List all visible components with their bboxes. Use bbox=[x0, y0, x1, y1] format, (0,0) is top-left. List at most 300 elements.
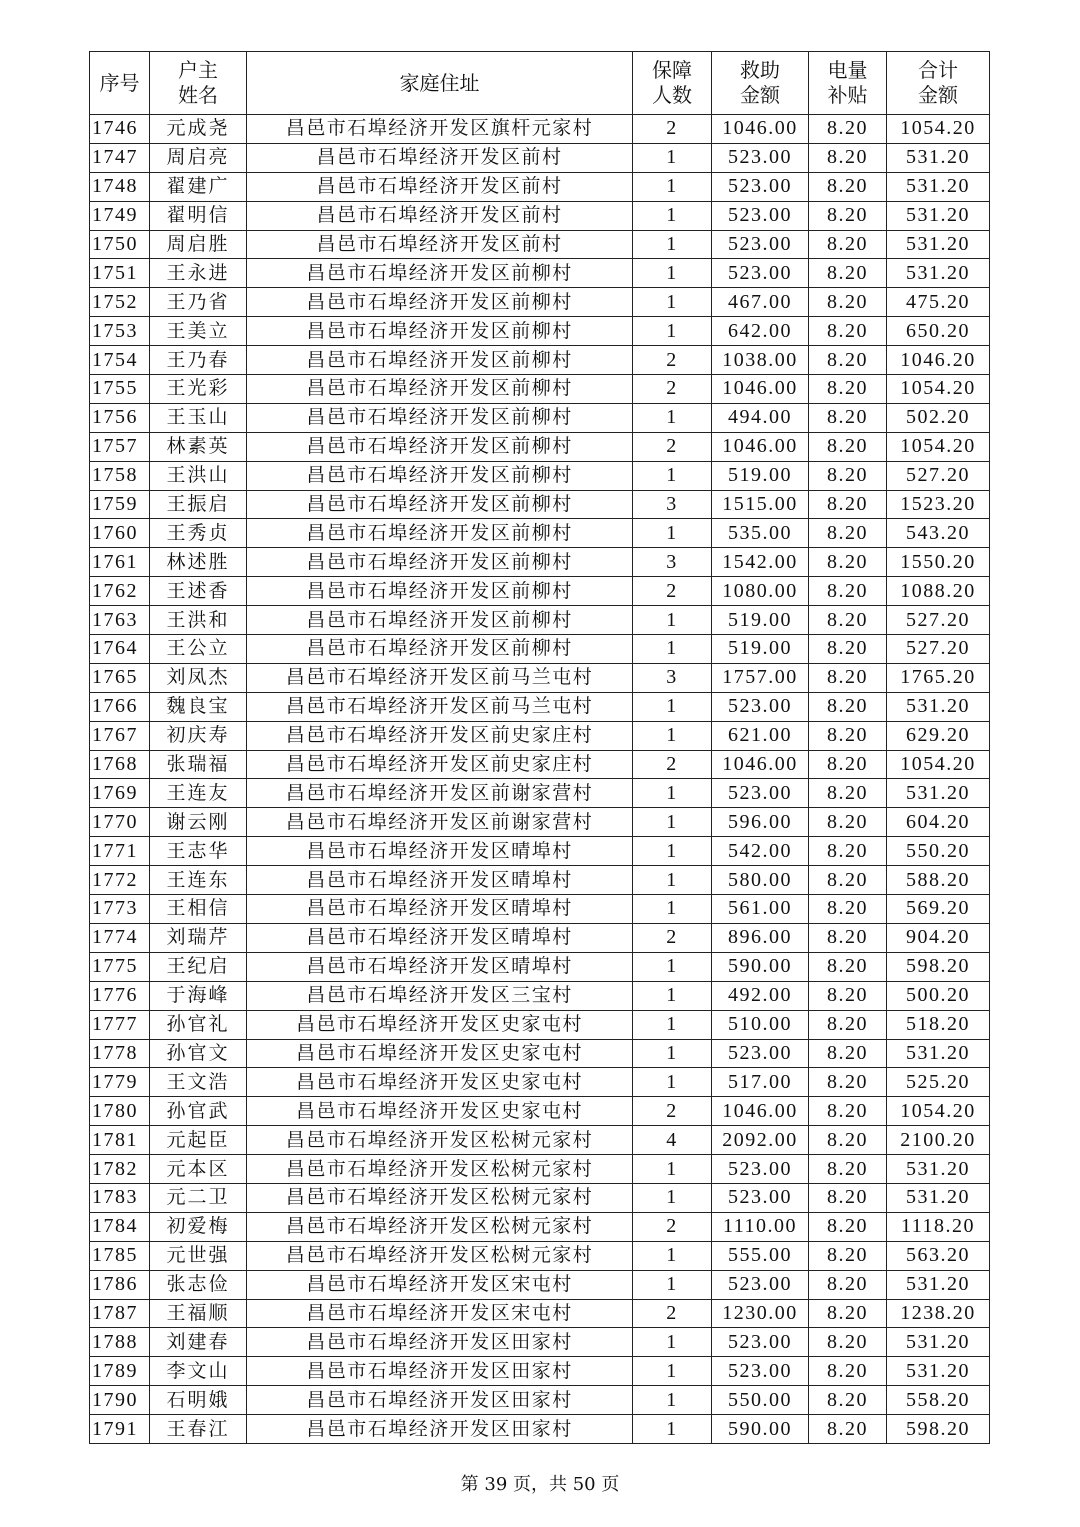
cell-address: 昌邑市石埠经济开发区晴埠村 bbox=[247, 923, 633, 952]
table-row bbox=[90, 606, 990, 635]
cell-name: 张瑞福 bbox=[150, 750, 247, 779]
cell-total: 650.20 bbox=[887, 317, 990, 346]
table-row bbox=[90, 1270, 990, 1299]
table-row bbox=[90, 1212, 990, 1241]
cell-power: 8.20 bbox=[809, 1357, 887, 1386]
cell-address: 昌邑市石埠经济开发区晴埠村 bbox=[247, 895, 633, 924]
cell-seq: 1758 bbox=[90, 461, 150, 490]
cell-address: 昌邑市石埠经济开发区前柳村 bbox=[247, 317, 633, 346]
cell-power: 8.20 bbox=[809, 1270, 887, 1299]
cell-total: 502.20 bbox=[887, 403, 990, 432]
cell-power: 8.20 bbox=[809, 519, 887, 548]
cell-name: 石明娥 bbox=[150, 1386, 247, 1415]
cell-aid: 492.00 bbox=[712, 981, 809, 1010]
table-row bbox=[90, 837, 990, 866]
table-row bbox=[90, 172, 990, 201]
cell-address: 昌邑市石埠经济开发区前柳村 bbox=[247, 577, 633, 606]
cell-aid: 510.00 bbox=[712, 1010, 809, 1039]
cell-address: 昌邑市石埠经济开发区前谢家营村 bbox=[247, 779, 633, 808]
cell-aid: 523.00 bbox=[712, 201, 809, 230]
cell-aid: 596.00 bbox=[712, 808, 809, 837]
cell-total: 531.20 bbox=[887, 1039, 990, 1068]
cell-address: 昌邑市石埠经济开发区三宝村 bbox=[247, 981, 633, 1010]
cell-seq: 1749 bbox=[90, 201, 150, 230]
cell-aid: 523.00 bbox=[712, 1039, 809, 1068]
cell-people: 2 bbox=[633, 923, 712, 952]
table-row bbox=[90, 548, 990, 577]
cell-aid: 621.00 bbox=[712, 721, 809, 750]
cell-people: 1 bbox=[633, 288, 712, 317]
cell-seq: 1788 bbox=[90, 1328, 150, 1357]
table-row bbox=[90, 895, 990, 924]
cell-address: 昌邑市石埠经济开发区史家屯村 bbox=[247, 1068, 633, 1097]
table-row bbox=[90, 288, 990, 317]
cell-seq: 1755 bbox=[90, 375, 150, 404]
table-row bbox=[90, 923, 990, 952]
cell-seq: 1764 bbox=[90, 635, 150, 664]
cell-total: 904.20 bbox=[887, 923, 990, 952]
cell-people: 1 bbox=[633, 461, 712, 490]
cell-address: 昌邑市石埠经济开发区松树元家村 bbox=[247, 1212, 633, 1241]
cell-aid: 1080.00 bbox=[712, 577, 809, 606]
cell-people: 1 bbox=[633, 1039, 712, 1068]
cell-power: 8.20 bbox=[809, 837, 887, 866]
cell-name: 孙官文 bbox=[150, 1039, 247, 1068]
header-seq bbox=[90, 52, 150, 115]
cell-total: 531.20 bbox=[887, 201, 990, 230]
cell-seq: 1775 bbox=[90, 952, 150, 981]
cell-total: 1088.20 bbox=[887, 577, 990, 606]
cell-seq: 1774 bbox=[90, 923, 150, 952]
cell-people: 1 bbox=[633, 981, 712, 1010]
cell-total: 1054.20 bbox=[887, 375, 990, 404]
header-total-line2: 金额 bbox=[918, 83, 958, 107]
header-address-label: 家庭住址 bbox=[399, 70, 480, 95]
cell-seq: 1777 bbox=[90, 1010, 150, 1039]
cell-name: 元起臣 bbox=[150, 1126, 247, 1155]
cell-total: 500.20 bbox=[887, 981, 990, 1010]
cell-power: 8.20 bbox=[809, 808, 887, 837]
cell-total: 525.20 bbox=[887, 1068, 990, 1097]
cell-power: 8.20 bbox=[809, 461, 887, 490]
cell-seq: 1784 bbox=[90, 1212, 150, 1241]
cell-address: 昌邑市石埠经济开发区前柳村 bbox=[247, 375, 633, 404]
header-total-line1: 合计 bbox=[918, 58, 958, 82]
cell-power: 8.20 bbox=[809, 1155, 887, 1184]
table-row bbox=[90, 952, 990, 981]
cell-power: 8.20 bbox=[809, 1039, 887, 1068]
table-row bbox=[90, 692, 990, 721]
header-aid-line1: 救助 bbox=[740, 58, 780, 82]
cell-aid: 1038.00 bbox=[712, 346, 809, 375]
cell-people: 3 bbox=[633, 490, 712, 519]
table-row bbox=[90, 663, 990, 692]
cell-address: 昌邑市石埠经济开发区史家屯村 bbox=[247, 1039, 633, 1068]
cell-people: 2 bbox=[633, 577, 712, 606]
cell-seq: 1769 bbox=[90, 779, 150, 808]
cell-address: 昌邑市石埠经济开发区前柳村 bbox=[247, 432, 633, 461]
cell-power: 8.20 bbox=[809, 288, 887, 317]
cell-people: 3 bbox=[633, 663, 712, 692]
table-row bbox=[90, 635, 990, 664]
cell-power: 8.20 bbox=[809, 490, 887, 519]
table-row bbox=[90, 1328, 990, 1357]
cell-people: 1 bbox=[633, 635, 712, 664]
cell-seq: 1751 bbox=[90, 259, 150, 288]
table-row bbox=[90, 779, 990, 808]
cell-name: 刘瑞芹 bbox=[150, 923, 247, 952]
cell-name: 王洪和 bbox=[150, 606, 247, 635]
cell-aid: 896.00 bbox=[712, 923, 809, 952]
cell-people: 2 bbox=[633, 1299, 712, 1328]
cell-total: 1765.20 bbox=[887, 663, 990, 692]
cell-total: 518.20 bbox=[887, 1010, 990, 1039]
header-name bbox=[150, 52, 247, 115]
cell-name: 周启胜 bbox=[150, 230, 247, 259]
cell-aid: 523.00 bbox=[712, 230, 809, 259]
header-name-line1: 户主 bbox=[178, 58, 218, 82]
cell-power: 8.20 bbox=[809, 866, 887, 895]
header-people-line1: 保障 bbox=[652, 58, 692, 82]
cell-people: 3 bbox=[633, 548, 712, 577]
cell-power: 8.20 bbox=[809, 1328, 887, 1357]
cell-address: 昌邑市石埠经济开发区前史家庄村 bbox=[247, 750, 633, 779]
table-row bbox=[90, 1155, 990, 1184]
cell-seq: 1772 bbox=[90, 866, 150, 895]
cell-total: 1523.20 bbox=[887, 490, 990, 519]
cell-people: 1 bbox=[633, 403, 712, 432]
cell-power: 8.20 bbox=[809, 606, 887, 635]
cell-seq: 1770 bbox=[90, 808, 150, 837]
cell-name: 王相信 bbox=[150, 895, 247, 924]
table-row bbox=[90, 461, 990, 490]
cell-total: 543.20 bbox=[887, 519, 990, 548]
cell-people: 1 bbox=[633, 1415, 712, 1444]
cell-people: 1 bbox=[633, 172, 712, 201]
cell-people: 1 bbox=[633, 1357, 712, 1386]
cell-name: 翟明信 bbox=[150, 201, 247, 230]
table-row bbox=[90, 1068, 990, 1097]
cell-aid: 519.00 bbox=[712, 635, 809, 664]
cell-name: 王述香 bbox=[150, 577, 247, 606]
cell-people: 2 bbox=[633, 1212, 712, 1241]
cell-address: 昌邑市石埠经济开发区前柳村 bbox=[247, 548, 633, 577]
cell-power: 8.20 bbox=[809, 692, 887, 721]
cell-aid: 535.00 bbox=[712, 519, 809, 548]
cell-address: 昌邑市石埠经济开发区前柳村 bbox=[247, 346, 633, 375]
cell-total: 531.20 bbox=[887, 779, 990, 808]
table-row bbox=[90, 981, 990, 1010]
table-row bbox=[90, 1415, 990, 1444]
cell-power: 8.20 bbox=[809, 1212, 887, 1241]
cell-seq: 1754 bbox=[90, 346, 150, 375]
cell-aid: 1110.00 bbox=[712, 1212, 809, 1241]
cell-aid: 523.00 bbox=[712, 259, 809, 288]
cell-seq: 1748 bbox=[90, 172, 150, 201]
cell-name: 王春江 bbox=[150, 1415, 247, 1444]
cell-people: 2 bbox=[633, 346, 712, 375]
cell-seq: 1785 bbox=[90, 1241, 150, 1270]
cell-power: 8.20 bbox=[809, 923, 887, 952]
cell-name: 于海峰 bbox=[150, 981, 247, 1010]
table-row bbox=[90, 1357, 990, 1386]
cell-total: 531.20 bbox=[887, 1328, 990, 1357]
cell-aid: 1046.00 bbox=[712, 375, 809, 404]
cell-people: 1 bbox=[633, 1270, 712, 1299]
table-body bbox=[90, 115, 990, 1444]
cell-address: 昌邑市石埠经济开发区松树元家村 bbox=[247, 1126, 633, 1155]
cell-seq: 1766 bbox=[90, 692, 150, 721]
cell-seq: 1776 bbox=[90, 981, 150, 1010]
cell-seq: 1756 bbox=[90, 403, 150, 432]
cell-address: 昌邑市石埠经济开发区晴埠村 bbox=[247, 837, 633, 866]
cell-power: 8.20 bbox=[809, 952, 887, 981]
cell-address: 昌邑市石埠经济开发区松树元家村 bbox=[247, 1155, 633, 1184]
cell-power: 8.20 bbox=[809, 663, 887, 692]
cell-aid: 523.00 bbox=[712, 143, 809, 172]
cell-people: 1 bbox=[633, 808, 712, 837]
cell-address: 昌邑市石埠经济开发区前柳村 bbox=[247, 635, 633, 664]
cell-address: 昌邑市石埠经济开发区田家村 bbox=[247, 1415, 633, 1444]
cell-people: 1 bbox=[633, 1068, 712, 1097]
cell-seq: 1771 bbox=[90, 837, 150, 866]
cell-power: 8.20 bbox=[809, 403, 887, 432]
cell-power: 8.20 bbox=[809, 721, 887, 750]
cell-aid: 523.00 bbox=[712, 1155, 809, 1184]
cell-power: 8.20 bbox=[809, 895, 887, 924]
header-name-line2: 姓名 bbox=[178, 83, 218, 107]
cell-power: 8.20 bbox=[809, 143, 887, 172]
cell-people: 2 bbox=[633, 1097, 712, 1126]
cell-address: 昌邑市石埠经济开发区前村 bbox=[247, 201, 633, 230]
table-row bbox=[90, 1386, 990, 1415]
cell-aid: 523.00 bbox=[712, 172, 809, 201]
cell-total: 527.20 bbox=[887, 635, 990, 664]
cell-address: 昌邑市石埠经济开发区前柳村 bbox=[247, 288, 633, 317]
cell-seq: 1747 bbox=[90, 143, 150, 172]
cell-seq: 1746 bbox=[90, 115, 150, 144]
cell-name: 王洪山 bbox=[150, 461, 247, 490]
cell-aid: 523.00 bbox=[712, 779, 809, 808]
cell-address: 昌邑市石埠经济开发区史家屯村 bbox=[247, 1010, 633, 1039]
cell-address: 昌邑市石埠经济开发区宋屯村 bbox=[247, 1299, 633, 1328]
cell-name: 魏良宝 bbox=[150, 692, 247, 721]
table-row bbox=[90, 519, 990, 548]
cell-aid: 1046.00 bbox=[712, 750, 809, 779]
cell-total: 2100.20 bbox=[887, 1126, 990, 1155]
cell-seq: 1779 bbox=[90, 1068, 150, 1097]
cell-people: 1 bbox=[633, 317, 712, 346]
cell-total: 531.20 bbox=[887, 1183, 990, 1212]
cell-address: 昌邑市石埠经济开发区前村 bbox=[247, 172, 633, 201]
cell-name: 王振启 bbox=[150, 490, 247, 519]
cell-name: 元世强 bbox=[150, 1241, 247, 1270]
cell-aid: 2092.00 bbox=[712, 1126, 809, 1155]
table-row bbox=[90, 375, 990, 404]
cell-name: 刘建春 bbox=[150, 1328, 247, 1357]
cell-name: 王玉山 bbox=[150, 403, 247, 432]
cell-name: 孙官武 bbox=[150, 1097, 247, 1126]
cell-name: 翟建广 bbox=[150, 172, 247, 201]
cell-seq: 1767 bbox=[90, 721, 150, 750]
table-row bbox=[90, 346, 990, 375]
cell-seq: 1762 bbox=[90, 577, 150, 606]
cell-name: 元二卫 bbox=[150, 1183, 247, 1212]
cell-name: 王美立 bbox=[150, 317, 247, 346]
cell-seq: 1750 bbox=[90, 230, 150, 259]
table-row bbox=[90, 259, 990, 288]
cell-seq: 1783 bbox=[90, 1183, 150, 1212]
cell-aid: 1046.00 bbox=[712, 115, 809, 144]
cell-address: 昌邑市石埠经济开发区前柳村 bbox=[247, 259, 633, 288]
cell-aid: 523.00 bbox=[712, 1328, 809, 1357]
cell-name: 王永进 bbox=[150, 259, 247, 288]
cell-people: 1 bbox=[633, 519, 712, 548]
cell-aid: 523.00 bbox=[712, 692, 809, 721]
cell-aid: 523.00 bbox=[712, 1357, 809, 1386]
cell-people: 2 bbox=[633, 432, 712, 461]
header-people-line2: 人数 bbox=[652, 83, 692, 107]
table-row bbox=[90, 403, 990, 432]
cell-people: 2 bbox=[633, 375, 712, 404]
cell-seq: 1786 bbox=[90, 1270, 150, 1299]
cell-name: 王纪启 bbox=[150, 952, 247, 981]
cell-total: 475.20 bbox=[887, 288, 990, 317]
cell-total: 531.20 bbox=[887, 259, 990, 288]
cell-seq: 1759 bbox=[90, 490, 150, 519]
cell-total: 550.20 bbox=[887, 837, 990, 866]
cell-seq: 1789 bbox=[90, 1357, 150, 1386]
cell-people: 2 bbox=[633, 750, 712, 779]
cell-name: 王志华 bbox=[150, 837, 247, 866]
cell-power: 8.20 bbox=[809, 375, 887, 404]
cell-aid: 1230.00 bbox=[712, 1299, 809, 1328]
cell-total: 598.20 bbox=[887, 1415, 990, 1444]
cell-name: 初庆寿 bbox=[150, 721, 247, 750]
cell-total: 1054.20 bbox=[887, 115, 990, 144]
cell-total: 563.20 bbox=[887, 1241, 990, 1270]
cell-seq: 1752 bbox=[90, 288, 150, 317]
relief-table bbox=[89, 51, 990, 1444]
cell-total: 629.20 bbox=[887, 721, 990, 750]
cell-seq: 1780 bbox=[90, 1097, 150, 1126]
cell-address: 昌邑市石埠经济开发区前柳村 bbox=[247, 606, 633, 635]
header-power-line1: 电量 bbox=[827, 58, 868, 82]
cell-name: 王乃省 bbox=[150, 288, 247, 317]
cell-aid: 519.00 bbox=[712, 461, 809, 490]
cell-total: 531.20 bbox=[887, 230, 990, 259]
cell-name: 王公立 bbox=[150, 635, 247, 664]
cell-power: 8.20 bbox=[809, 1183, 887, 1212]
cell-name: 周启亮 bbox=[150, 143, 247, 172]
cell-total: 588.20 bbox=[887, 866, 990, 895]
table-row bbox=[90, 750, 990, 779]
cell-aid: 467.00 bbox=[712, 288, 809, 317]
header-aid bbox=[712, 52, 809, 115]
cell-total: 1118.20 bbox=[887, 1212, 990, 1241]
cell-seq: 1763 bbox=[90, 606, 150, 635]
cell-total: 1054.20 bbox=[887, 432, 990, 461]
cell-name: 李文山 bbox=[150, 1357, 247, 1386]
cell-name: 王文浩 bbox=[150, 1068, 247, 1097]
table-row bbox=[90, 230, 990, 259]
cell-address: 昌邑市石埠经济开发区前柳村 bbox=[247, 403, 633, 432]
cell-seq: 1761 bbox=[90, 548, 150, 577]
cell-power: 8.20 bbox=[809, 259, 887, 288]
cell-people: 1 bbox=[633, 952, 712, 981]
cell-power: 8.20 bbox=[809, 1126, 887, 1155]
cell-people: 1 bbox=[633, 606, 712, 635]
cell-aid: 523.00 bbox=[712, 1183, 809, 1212]
cell-power: 8.20 bbox=[809, 346, 887, 375]
table-header bbox=[90, 52, 990, 115]
table-row bbox=[90, 1183, 990, 1212]
cell-total: 531.20 bbox=[887, 1155, 990, 1184]
table-row bbox=[90, 1039, 990, 1068]
cell-total: 1550.20 bbox=[887, 548, 990, 577]
cell-total: 531.20 bbox=[887, 143, 990, 172]
cell-aid: 1542.00 bbox=[712, 548, 809, 577]
header-seq-label: 序号 bbox=[99, 70, 140, 95]
cell-seq: 1753 bbox=[90, 317, 150, 346]
cell-name: 孙官礼 bbox=[150, 1010, 247, 1039]
table-row bbox=[90, 115, 990, 144]
table-row bbox=[90, 1241, 990, 1270]
cell-name: 初爱梅 bbox=[150, 1212, 247, 1241]
table-row bbox=[90, 1299, 990, 1328]
cell-power: 8.20 bbox=[809, 1386, 887, 1415]
table-row bbox=[90, 1126, 990, 1155]
cell-people: 1 bbox=[633, 1386, 712, 1415]
cell-name: 刘凤杰 bbox=[150, 663, 247, 692]
cell-name: 元成尧 bbox=[150, 115, 247, 144]
cell-total: 558.20 bbox=[887, 1386, 990, 1415]
cell-name: 王连友 bbox=[150, 779, 247, 808]
cell-people: 1 bbox=[633, 143, 712, 172]
cell-power: 8.20 bbox=[809, 981, 887, 1010]
cell-power: 8.20 bbox=[809, 201, 887, 230]
cell-aid: 642.00 bbox=[712, 317, 809, 346]
cell-total: 598.20 bbox=[887, 952, 990, 981]
cell-aid: 523.00 bbox=[712, 1270, 809, 1299]
cell-aid: 542.00 bbox=[712, 837, 809, 866]
cell-power: 8.20 bbox=[809, 1097, 887, 1126]
cell-total: 531.20 bbox=[887, 692, 990, 721]
header-aid-line2: 金额 bbox=[740, 83, 780, 107]
cell-address: 昌邑市石埠经济开发区前村 bbox=[247, 143, 633, 172]
cell-power: 8.20 bbox=[809, 115, 887, 144]
cell-name: 王乃春 bbox=[150, 346, 247, 375]
cell-people: 1 bbox=[633, 779, 712, 808]
cell-aid: 550.00 bbox=[712, 1386, 809, 1415]
cell-aid: 1046.00 bbox=[712, 432, 809, 461]
header-total bbox=[887, 52, 990, 115]
cell-total: 527.20 bbox=[887, 461, 990, 490]
cell-power: 8.20 bbox=[809, 577, 887, 606]
cell-power: 8.20 bbox=[809, 317, 887, 346]
cell-name: 王连东 bbox=[150, 866, 247, 895]
cell-name: 林素英 bbox=[150, 432, 247, 461]
cell-address: 昌邑市石埠经济开发区松树元家村 bbox=[247, 1241, 633, 1270]
cell-total: 1054.20 bbox=[887, 1097, 990, 1126]
cell-aid: 1757.00 bbox=[712, 663, 809, 692]
cell-people: 1 bbox=[633, 1155, 712, 1184]
cell-aid: 1515.00 bbox=[712, 490, 809, 519]
cell-power: 8.20 bbox=[809, 750, 887, 779]
cell-people: 1 bbox=[633, 1183, 712, 1212]
cell-total: 1238.20 bbox=[887, 1299, 990, 1328]
cell-seq: 1790 bbox=[90, 1386, 150, 1415]
